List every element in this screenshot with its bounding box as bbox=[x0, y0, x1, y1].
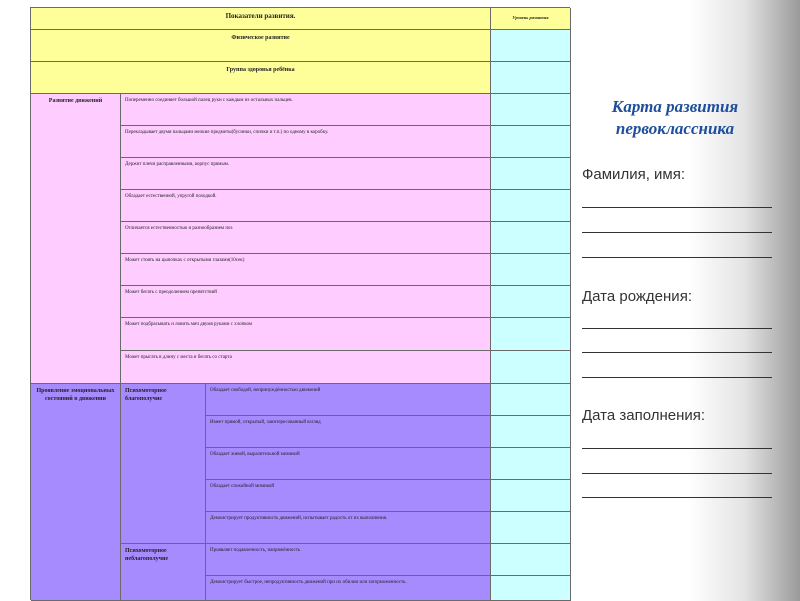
sub-illbeing: Психомоторное неблагополучие bbox=[121, 544, 206, 601]
movement-item: Попеременно соединяет большой палец руки с каждым из остальных пальцев. bbox=[121, 94, 491, 126]
level-cell-physical[interactable] bbox=[491, 30, 571, 62]
level-cell[interactable] bbox=[491, 512, 571, 544]
group-movement: Развитие движений bbox=[31, 94, 121, 384]
surname-line[interactable] bbox=[582, 207, 772, 208]
level-cell[interactable] bbox=[491, 222, 571, 254]
level-cell[interactable] bbox=[491, 576, 571, 601]
wellbeing-item: Демонстрирует продуктивность движений, испытывает радость от их выполнения. bbox=[206, 512, 491, 544]
movement-item: Может стоять на цыпочках с открытыми глазами(10сек) bbox=[121, 254, 491, 286]
level-cell[interactable] bbox=[491, 94, 571, 126]
level-cell[interactable] bbox=[491, 448, 571, 480]
wellbeing-item: Имеет прямой, открытый, заинтересованный взгляд bbox=[206, 416, 491, 448]
development-table bbox=[30, 7, 570, 600]
header-indicators: Показатели развития. bbox=[31, 8, 491, 30]
birth-date-label: Дата рождения: bbox=[582, 288, 692, 305]
movement-item: Обладает естественной, упругой походкой. bbox=[121, 190, 491, 222]
fill-date-label: Дата заполнения: bbox=[582, 407, 706, 424]
page-title: Карта развития первоклассника bbox=[611, 97, 739, 138]
level-cell[interactable] bbox=[491, 480, 571, 512]
level-cell[interactable] bbox=[491, 126, 571, 158]
header-level: Уровень развития bbox=[491, 8, 571, 30]
illbeing-item: Демонстрирует быстрое, непродуктивность движений при их обилии или заторможенность. bbox=[206, 576, 491, 601]
level-cell[interactable] bbox=[491, 318, 571, 351]
wellbeing-item: Обладает живой, выразительной мимикой bbox=[206, 448, 491, 480]
level-cell[interactable] bbox=[491, 416, 571, 448]
surname-line[interactable] bbox=[582, 232, 772, 233]
movement-item: Перекладывает двумя пальцами мелкие предметы(бусинки, спички и т.п.) по одному в коробку. bbox=[121, 126, 491, 158]
movement-item: Может прыгать в длину с места и бегать со старта bbox=[121, 351, 491, 384]
left-margin bbox=[0, 0, 30, 600]
level-cell[interactable] bbox=[491, 384, 571, 416]
level-cell[interactable] bbox=[491, 190, 571, 222]
section-health: Группа здоровья ребёнка bbox=[31, 62, 491, 94]
movement-item: Держит плечи расправленными, корпус прямым. bbox=[121, 158, 491, 190]
level-cell[interactable] bbox=[491, 254, 571, 286]
surname-label: Фамилия, имя: bbox=[582, 166, 686, 183]
level-cell[interactable] bbox=[491, 158, 571, 190]
group-emotion: Проявление эмоциональных состояний в движении bbox=[31, 384, 121, 601]
level-cell[interactable] bbox=[491, 544, 571, 576]
birth-date-line[interactable] bbox=[582, 328, 772, 329]
level-cell-health[interactable] bbox=[491, 62, 571, 94]
section-physical: Физическое развитие bbox=[31, 30, 491, 62]
surname-line[interactable] bbox=[582, 257, 772, 258]
birth-date-line[interactable] bbox=[582, 352, 772, 353]
level-cell[interactable] bbox=[491, 286, 571, 318]
movement-item: Отличается естественностью и разнообразием поз bbox=[121, 222, 491, 254]
fill-date-line[interactable] bbox=[582, 473, 772, 474]
movement-item: Может подбрасывать и ловить мяч двумя руками с хлопком bbox=[121, 318, 491, 351]
illbeing-item: Проявляет подавленность, напряжённость bbox=[206, 544, 491, 576]
birth-date-line[interactable] bbox=[582, 377, 772, 378]
fill-date-line[interactable] bbox=[582, 497, 772, 498]
level-cell[interactable] bbox=[491, 351, 571, 384]
fill-date-line[interactable] bbox=[582, 448, 772, 449]
wellbeing-item: Обладает спокойной мимикой bbox=[206, 480, 491, 512]
movement-item: Может бегать с преодолением препятствий bbox=[121, 286, 491, 318]
wellbeing-item: Обладает свободой, непринуждённостью движений bbox=[206, 384, 491, 416]
sub-wellbeing: Психомоторное благополучие bbox=[121, 384, 206, 544]
